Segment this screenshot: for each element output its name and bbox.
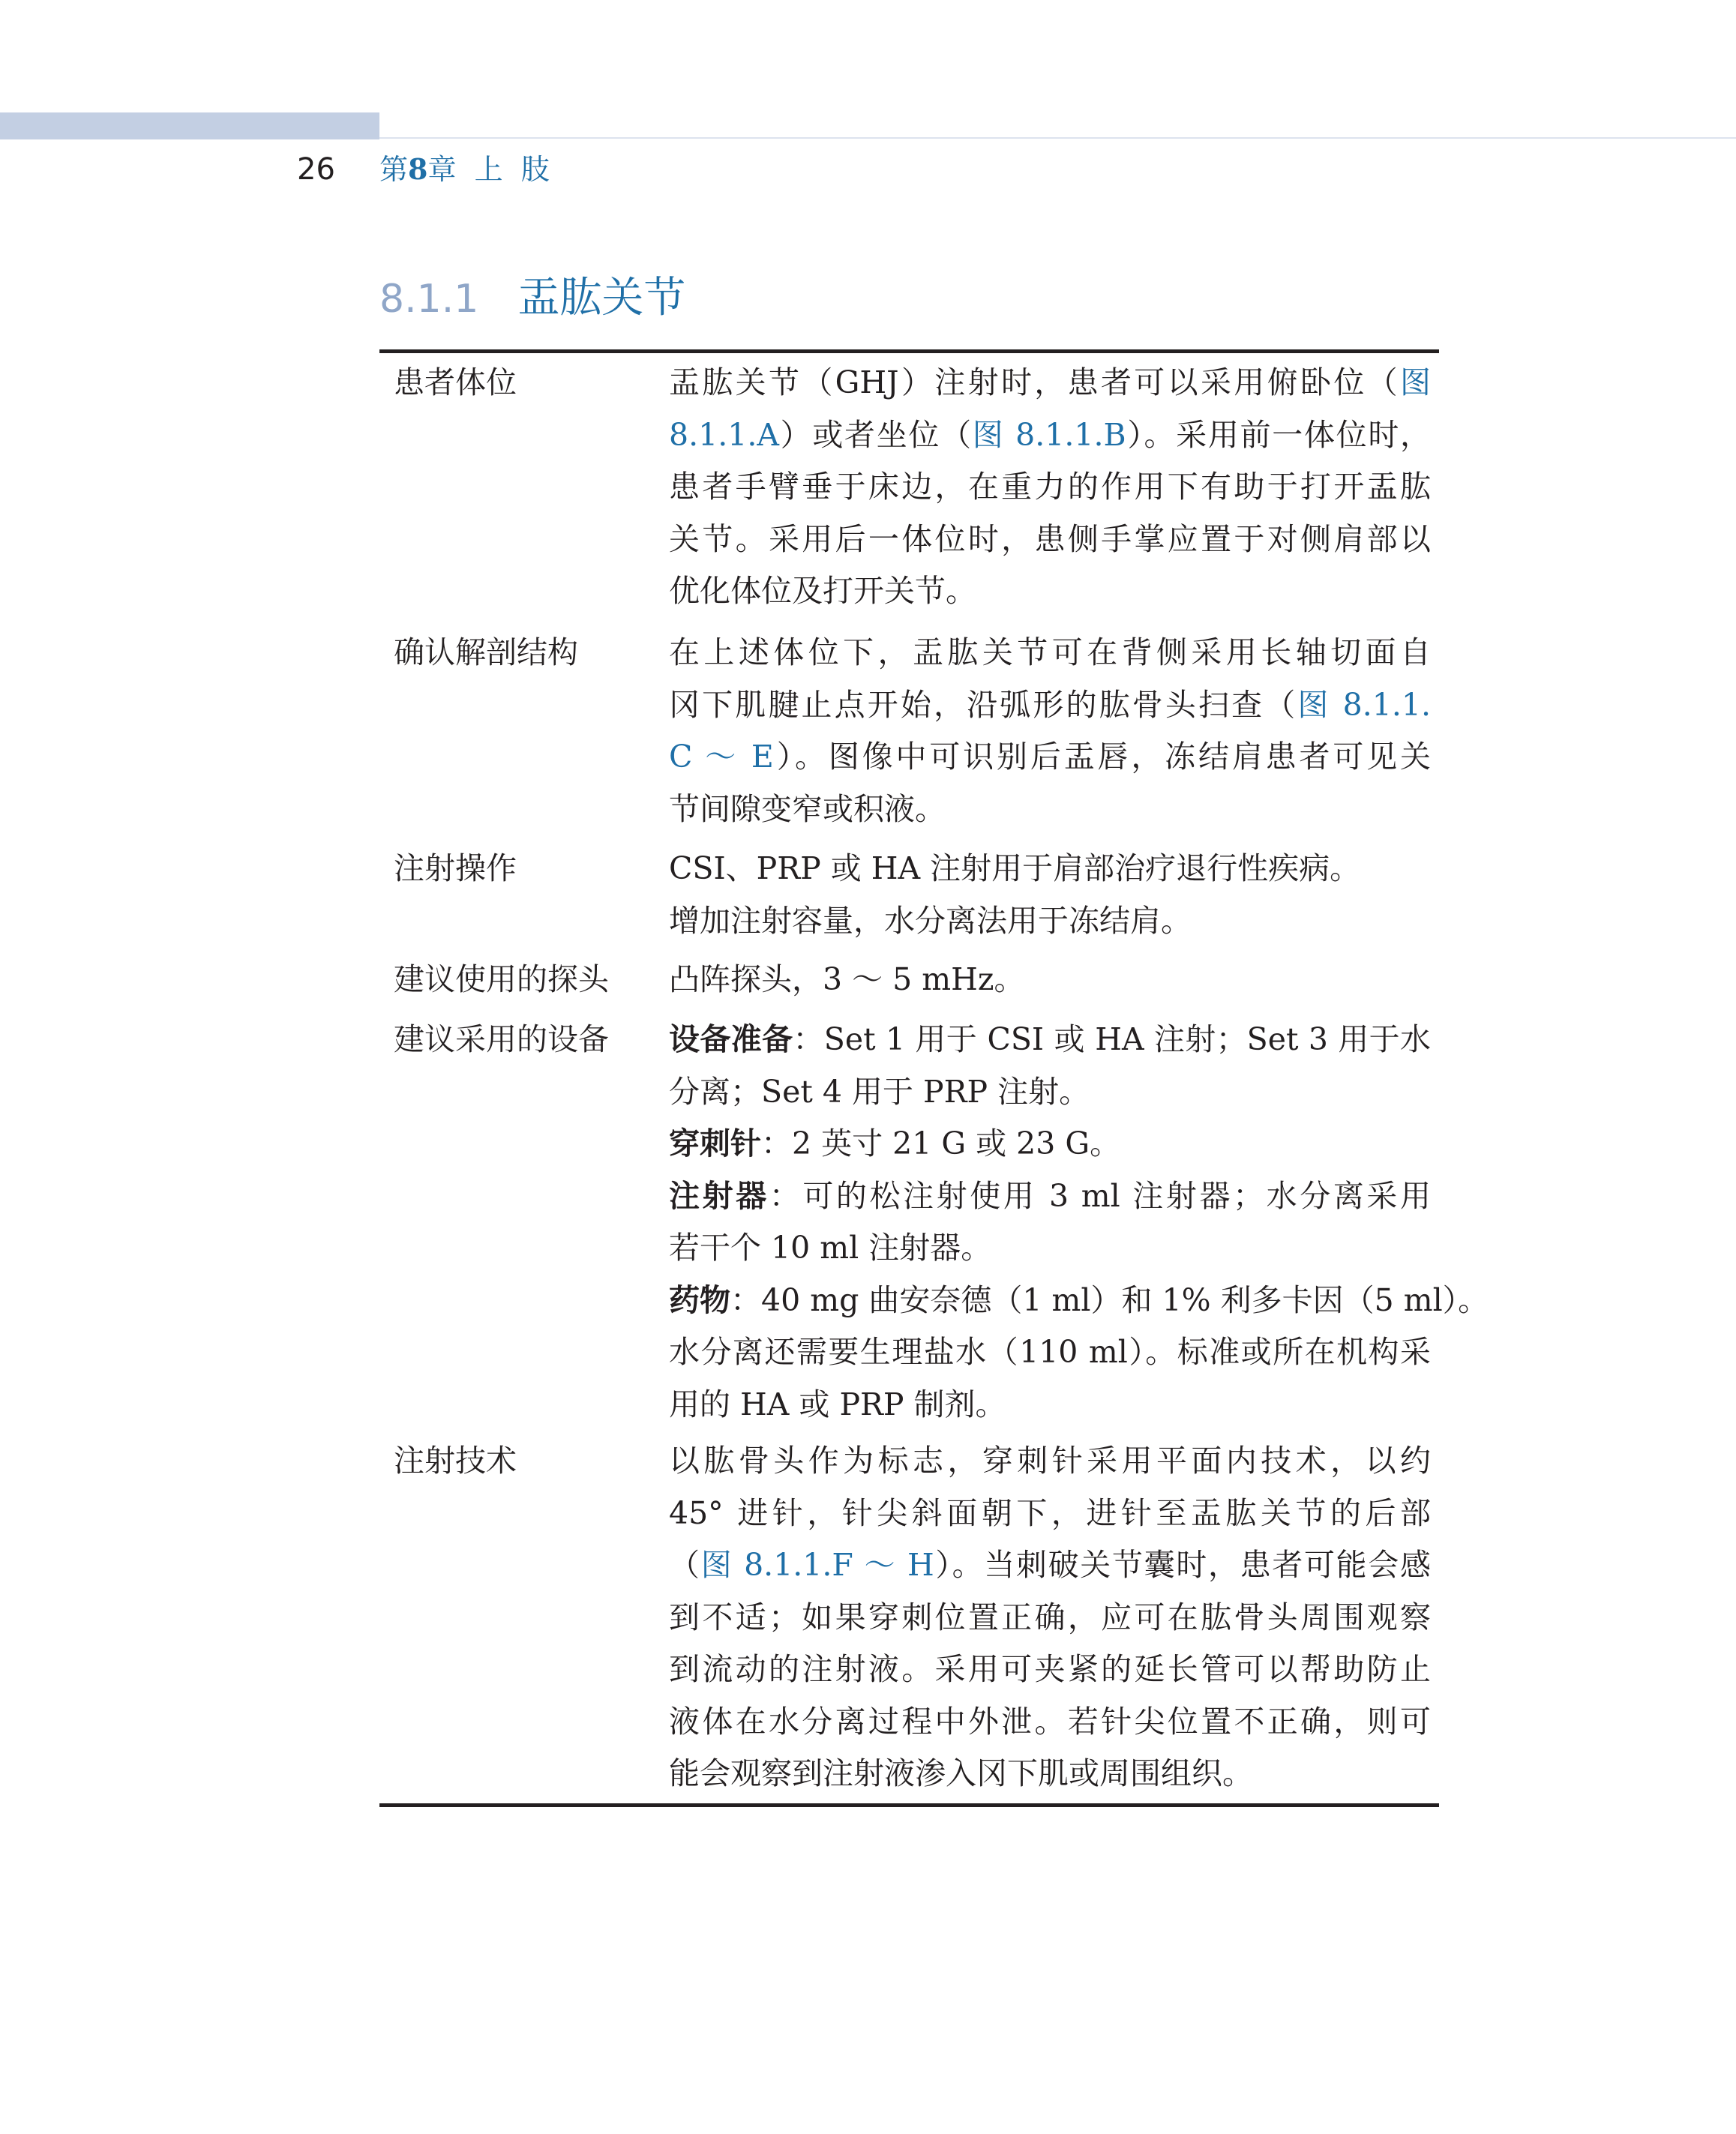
text-line: 到不适；如果穿刺位置正确，应可在肱骨头周围观察 <box>669 1599 1431 1635</box>
text-line: 以肱骨头作为标志，穿刺针采用平面内技术，以约 <box>669 1443 1431 1479</box>
header-color-bar <box>0 112 379 139</box>
row-content <box>669 954 1431 1006</box>
row-label: 患者体位 <box>394 364 517 400</box>
chapter-heading <box>379 148 550 190</box>
row-content <box>669 1435 1431 1800</box>
chapter-suffix: 章 上 肢 <box>427 153 550 186</box>
row-label: 建议采用的设备 <box>394 1021 609 1057</box>
text-line: 优化体位及打开关节。 <box>669 573 976 609</box>
text-line: 穿刺针：2 英寸 21 G 或 23 G。 <box>669 1125 1121 1161</box>
text-line: 8.1.1.A）或者坐位（图 8.1.1.B）。采用前一体位时， <box>669 416 1431 453</box>
text-line: （图 8.1.1.F ～ H）。当刺破关节囊时，患者可能会感 <box>669 1547 1432 1583</box>
figure-link[interactable]: C ～ E <box>669 739 774 775</box>
section-number: 8.1.1 <box>379 277 479 322</box>
figure-link[interactable]: 图 8.1.1.B <box>972 416 1126 453</box>
text-line: 水分离还需要生理盐水（110 ml）。标准或所在机构采 <box>669 1334 1431 1370</box>
text-line: 45° 进针，针尖斜面朝下，进针至盂肱关节的后部 <box>669 1494 1431 1531</box>
text-line: 用的 HA 或 PRP 制剂。 <box>669 1386 1006 1422</box>
text-line: 冈下肌腱止点开始，沿弧形的肱骨头扫查（图 8.1.1. <box>669 686 1431 723</box>
row-content <box>669 357 1431 618</box>
text-line: 液体在水分离过程中外泄。若针尖位置不正确，则可 <box>669 1703 1431 1740</box>
text-line: 患者手臂垂于床边，在重力的作用下有助于打开盂肱 <box>669 469 1431 505</box>
text-line: 到流动的注射液。采用可夹紧的延长管可以帮助防止 <box>669 1651 1431 1687</box>
text-line: 设备准备：Set 1 用于 CSI 或 HA 注射；Set 3 用于水 <box>669 1021 1432 1057</box>
needle-title: 穿刺针 <box>669 1125 761 1161</box>
prep-title: 设备准备 <box>669 1021 793 1057</box>
section-title: 盂肱关节 <box>517 274 686 322</box>
row-content <box>669 627 1431 835</box>
text-line: 盂肱关节（GHJ）注射时，患者可以采用俯卧位（图 <box>669 364 1431 400</box>
text-line: 药物：40 mg 曲安奈德（1 ml）和 1% 利多卡因（5 ml）。 <box>669 1281 1489 1318</box>
figure-link[interactable]: 图 8.1.1.F ～ H <box>700 1547 934 1583</box>
row-label: 注射操作 <box>394 850 517 886</box>
text-line: 注射器：可的松注射使用 3 ml 注射器；水分离采用 <box>669 1177 1431 1214</box>
text-line: 增加注射容量，水分离法用于冻结肩。 <box>669 902 1192 939</box>
row-content <box>669 1014 1489 1431</box>
text-line: 凸阵探头，3 ～ 5 mHz。 <box>669 961 1025 997</box>
text-line: 在上述体位下，盂肱关节可在背侧采用长轴切面自 <box>669 634 1431 670</box>
figure-link[interactable]: 图 8.1.1. <box>1297 686 1431 723</box>
row-content <box>669 843 1431 947</box>
figure-link[interactable]: 8.1.1.A <box>669 416 779 453</box>
figure-link[interactable]: 图 <box>1400 364 1431 400</box>
text-line: 若干个 10 ml 注射器。 <box>669 1230 992 1266</box>
chapter-number: 8 <box>408 152 428 186</box>
row-label: 注射技术 <box>394 1443 517 1479</box>
row-label: 建议使用的探头 <box>394 961 609 997</box>
text-line: 关节。采用后一体位时，患侧手掌应置于对侧肩部以 <box>669 520 1431 557</box>
text-line: 分离；Set 4 用于 PRP 注射。 <box>669 1073 1090 1110</box>
chapter-prefix: 第 <box>379 153 409 186</box>
header-rule <box>379 137 1736 139</box>
page-number: 26 <box>297 152 335 187</box>
table-top-rule <box>379 349 1439 353</box>
table-bottom-rule <box>379 1803 1439 1807</box>
text-line: C ～ E）。图像中可识别后盂唇，冻结肩患者可见关 <box>669 739 1432 775</box>
text-line: CSI、PRP 或 HA 注射用于肩部治疗退行性疾病。 <box>669 850 1361 886</box>
row-label: 确认解剖结构 <box>394 634 578 670</box>
text-line: 节间隙变窄或积液。 <box>669 790 946 827</box>
text-line: 能会观察到注射液渗入冈下肌或周围组织。 <box>669 1755 1253 1791</box>
section-heading <box>379 270 685 337</box>
syringe-title: 注射器 <box>669 1177 769 1214</box>
drug-title: 药物 <box>669 1281 730 1318</box>
